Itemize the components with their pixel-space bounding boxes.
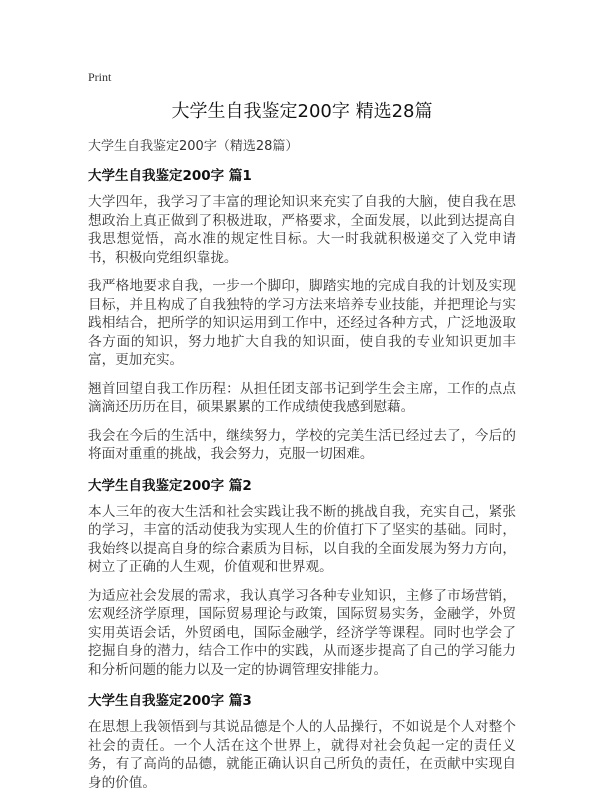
paragraph: 我会在今后的生活中，继续努力，学校的完美生活已经过去了，今后的将面对重重的挑战，我会努力，克服一切困难。 [88,427,516,462]
paragraph: 大学四年，我学习了丰富的理论知识来充实了自我的大脑，使自我在思想政治上真正做到了积极进取，严格要求，全面发展，以此到达提高自我思想觉悟，高水准的规定性目标。大一时我就积极递交了入党申请书，积极向党组织靠拢。 [88,194,516,266]
section-heading: 大学生自我鉴定200字 篇3 [88,693,252,709]
document-page [88,70,516,802]
section-heading: 大学生自我鉴定200字 篇2 [88,477,252,494]
section-2 [88,474,516,680]
paragraph: 翘首回望自我工作历程：从担任团支部书记到学生会主席，工作的点点滴滴还历历在目，硕果累累的工作成绩使我感到慰藉。 [88,380,516,415]
document-subtitle: 大学生自我鉴定200字（精选28篇） [88,139,299,154]
paragraph: 在思想上我领悟到与其说品德是个人的人品操行，不如说是个人对整个社会的责任。一个人活在这个世界上，就得对社会负起一定的责任义务，有了高尚的品德，就能正确认识自己所负的责任，在贡献中实现自身的价值。 [88,719,516,791]
document-title: 大学生自我鉴定200字 精选28篇 [171,101,433,122]
print-link[interactable]: Print [88,70,112,84]
section-heading: 大学生自我鉴定200字 篇1 [88,168,252,184]
section-3 [88,689,516,792]
paragraph: 为适应社会发展的需求，我认真学习各种专业知识，主修了市场营销，宏观经济学原理，国际贸易理论与政策，国际贸易实务，金融学，外贸实用英语会话，外贸函电，国际金融学，经济学等课程。同时也学会了挖掘自身的潜力，结合工作中的实践，从而逐步提高了自己的学习能力和分析问题的能力以及一定的协调管理安排能力。 [88,587,516,678]
paragraph: 本人三年的夜大生活和社会实践让我不断的挑战自我，充实自己，紧张的学习，丰富的活动使我为实现人生的价值打下了坚实的基础。同时，我始终以提高自身的综合素质为目标，以自我的全面发展为努力方向，树立了正确的人生观，价值观和世界观。 [88,503,516,575]
section-1 [88,164,516,464]
paragraph: 我严格地要求自我，一步一个脚印，脚踏实地的完成自我的计划及实现目标，并且构成了自我独特的学习方法来培养专业技能，并把理论与实践相结合，把所学的知识运用到工作中，还经过各种方式，广泛地汲取各方面的知识，努力地扩大自我的知识面，使自我的专业知识更加丰富，更加充实。 [88,278,516,368]
